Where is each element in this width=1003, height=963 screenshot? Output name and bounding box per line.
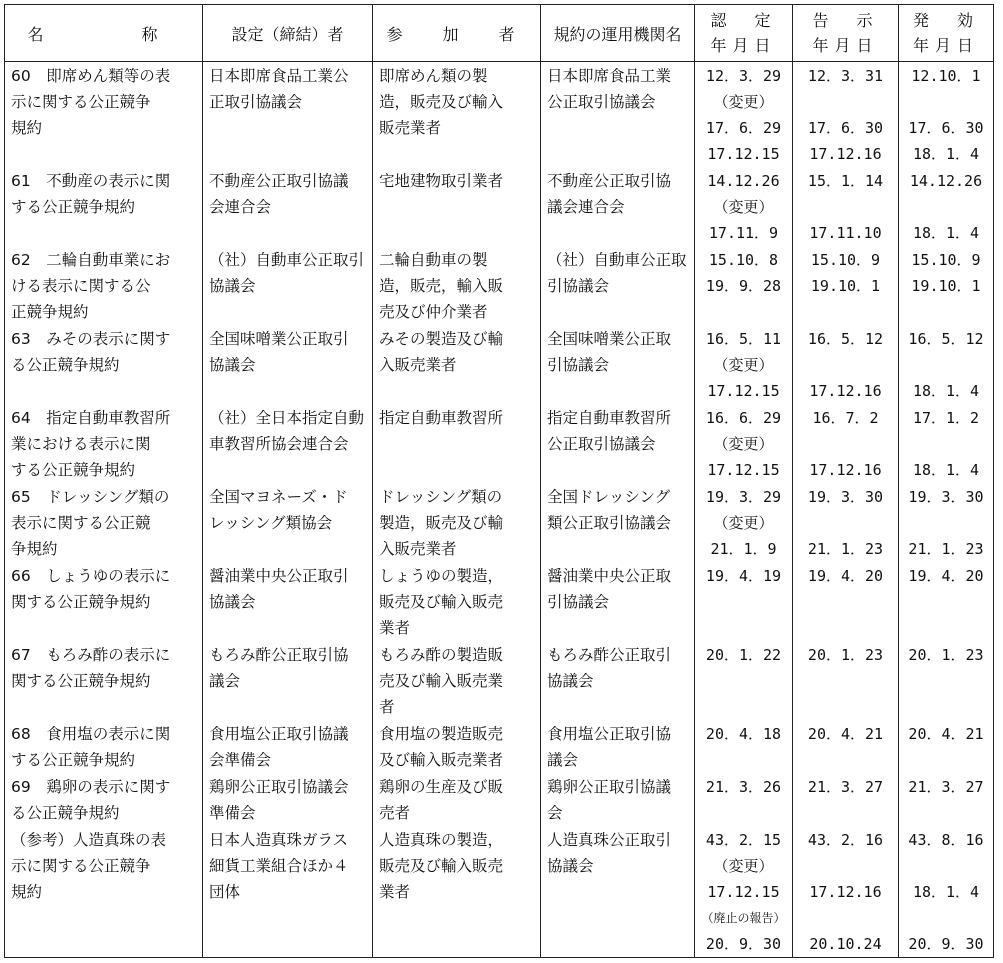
date-line: 21．3．27 [807, 778, 884, 796]
table-row [5, 562, 994, 641]
effective-date-cell [899, 325, 994, 404]
rule-name-cell-text: （参考）人造真珠の表 示に関する公正競争 規約 [11, 831, 167, 901]
date-line: （変更） [713, 514, 774, 532]
effective-date-cell [899, 167, 994, 246]
date-line: 17.12.16 [809, 461, 882, 479]
date-line: （廃止の報告） [701, 911, 786, 925]
table-body [5, 62, 994, 958]
date-line: 12.10．1 [911, 67, 981, 85]
rule-name-cell-text: 60 即席めん類等の表 示に関する公正競争 規約 [11, 67, 171, 137]
date-line: 16．7．2 [812, 409, 879, 427]
setter-cell-text: 日本即席食品工業公 正取引協議会 [209, 67, 349, 111]
rule-name-cell [5, 773, 203, 826]
operator-cell-text: 鶏卵公正取引協議 会 [547, 778, 672, 822]
rule-name-cell [5, 720, 203, 773]
rule-name-cell-text: 68 食用塩の表示に関 する公正競争規約 [11, 725, 171, 769]
date-line: 17.11．9 [708, 224, 779, 242]
operator-cell [541, 483, 695, 562]
date-line: 18．1．4 [912, 382, 980, 400]
date-line: 19．3．30 [908, 488, 984, 506]
participants-cell [373, 720, 541, 773]
setter-cell [203, 325, 373, 404]
date-line: 18．1．4 [912, 224, 980, 242]
notice-date-cell [793, 562, 899, 641]
date-line: 20.10.24 [809, 935, 882, 953]
date-line: （変更） [713, 93, 774, 111]
header-approval-date: 認 定 年月日 [695, 5, 793, 62]
participants-cell-text: しょうゆの製造， 販売及び輸入販売 業者 [379, 567, 504, 637]
participants-cell-text: 食用塩の製造販売 及び輸入販売業者 [379, 725, 504, 769]
date-line: 20．9．30 [908, 935, 984, 953]
table-row [5, 404, 994, 483]
setter-cell-text: 全国味噌業公正取引 協議会 [209, 330, 349, 374]
table-row [5, 826, 994, 958]
header-operator: 規約の運用機関名 [541, 5, 695, 62]
operator-cell-text: 全国味噌業公正取 引協議会 [547, 330, 672, 374]
approval-date-cell [695, 562, 793, 641]
operator-cell-text: 醤油業中央公正取 引協議会 [547, 567, 672, 611]
effective-date-cell [899, 720, 994, 773]
rule-name-cell [5, 562, 203, 641]
participants-cell [373, 826, 541, 958]
date-line: 17.12.15 [707, 382, 780, 400]
notice-date-cell [793, 483, 899, 562]
header-notice-date: 告 示 年月日 [793, 5, 899, 62]
date-line: 20．4．18 [705, 725, 782, 743]
operator-cell [541, 773, 695, 826]
operator-cell [541, 62, 695, 168]
approval-date-cell [695, 62, 793, 168]
date-line: 17.12.15 [707, 461, 780, 479]
setter-cell-text: 食用塩公正取引協議 会準備会 [209, 725, 349, 769]
date-line: 17.12.16 [809, 382, 882, 400]
operator-cell-text: 指定自動車教習所 公正取引協議会 [547, 409, 672, 453]
setter-cell [203, 641, 373, 720]
setter-cell [203, 246, 373, 325]
date-line [899, 352, 993, 378]
effective-date-cell [899, 641, 994, 720]
participants-cell [373, 325, 541, 404]
table-row [5, 167, 994, 246]
setter-cell-text: （社）全日本指定自動 車教習所協会連合会 [209, 409, 365, 453]
participants-cell-text: ドレッシング類の 製造，販売及び輸 入販売業者 [379, 488, 504, 558]
date-line: 20．9．30 [705, 935, 782, 953]
rule-name-cell-text: 65 ドレッシング類の 表示に関する公正競 争規約 [11, 488, 170, 558]
rule-name-cell [5, 826, 203, 958]
approval-date-cell [695, 404, 793, 483]
date-line: 14.12.26 [707, 172, 780, 190]
participants-cell-text: 指定自動車教習所 [379, 409, 504, 427]
date-line [899, 905, 993, 931]
date-line [793, 510, 898, 536]
date-line: 17.12.15 [707, 883, 780, 901]
date-line: 17．6．29 [705, 119, 782, 137]
notice-date-cell [793, 62, 899, 168]
notice-date-cell [793, 720, 899, 773]
participants-cell-text: 二輪自動車の製 造，販売，輸入販 売及び仲介業者 [379, 251, 504, 321]
date-line: 15．1．14 [807, 172, 884, 190]
notice-date-cell [793, 773, 899, 826]
date-line: 21．1．23 [807, 540, 884, 558]
approval-date-cell [695, 826, 793, 958]
operator-cell-text: 全国ドレッシング 類公正取引協議会 [547, 488, 672, 532]
operator-cell-text: 食用塩公正取引協 議会 [547, 725, 672, 769]
date-line: 18．1．4 [912, 883, 980, 901]
rule-name-cell-text: 66 しょうゆの表示に 関する公正競争規約 [11, 567, 171, 611]
table-row [5, 246, 994, 325]
date-line: 20．1．22 [705, 646, 782, 664]
participants-cell [373, 62, 541, 168]
table-row [5, 641, 994, 720]
date-line [793, 431, 898, 457]
date-line: （変更） [713, 198, 774, 216]
date-line: 16．5．12 [807, 330, 884, 348]
rule-name-cell [5, 62, 203, 168]
setter-cell [203, 773, 373, 826]
date-line: 16．5．12 [908, 330, 984, 348]
setter-cell [203, 404, 373, 483]
header-effective-date: 発 効 年月日 [899, 5, 994, 62]
table-row [5, 325, 994, 404]
setter-cell-text: 日本人造真珠ガラス 細貨工業組合ほか４ 団体 [209, 831, 349, 901]
date-line: 19．9．28 [705, 277, 782, 295]
date-line: 16．6．29 [705, 409, 782, 427]
participants-cell [373, 404, 541, 483]
date-line: 43．2．15 [705, 831, 782, 849]
date-line: 17.11.10 [809, 224, 882, 242]
header-row [5, 5, 994, 62]
effective-date-cell [899, 246, 994, 325]
setter-cell-text: （社）自動車公正取引 協議会 [209, 251, 365, 295]
date-line: 17．6．30 [908, 119, 984, 137]
approval-date-cell [695, 167, 793, 246]
notice-date-cell [793, 404, 899, 483]
date-line: 19．4．19 [705, 567, 782, 585]
setter-cell-text: 全国マヨネーズ・ド レッシング類協会 [209, 488, 348, 532]
participants-cell-text: 宅地建物取引業者 [379, 172, 504, 190]
date-line: 43．2．16 [807, 831, 884, 849]
effective-date-cell [899, 773, 994, 826]
date-line: 17．6．30 [807, 119, 884, 137]
setter-cell-text: 鶏卵公正取引協議会 準備会 [209, 778, 349, 822]
header-setter: 設定（締結）者 [203, 5, 373, 62]
operator-cell [541, 404, 695, 483]
operator-cell [541, 246, 695, 325]
date-line: 20．1．23 [908, 646, 984, 664]
operator-cell-text: 日本即席食品工業 公正取引協議会 [547, 67, 672, 111]
date-line: 15.10．8 [708, 251, 779, 269]
rule-name-cell [5, 483, 203, 562]
date-line: 19.10．1 [810, 277, 881, 295]
date-line [793, 853, 898, 879]
setter-cell [203, 562, 373, 641]
date-line: 15.10．9 [810, 251, 881, 269]
notice-date-cell [793, 167, 899, 246]
rule-name-cell [5, 167, 203, 246]
date-line [793, 89, 898, 115]
approval-date-cell [695, 773, 793, 826]
rule-name-cell [5, 246, 203, 325]
operator-cell [541, 325, 695, 404]
setter-cell-text: もろみ酢公正取引協 議会 [209, 646, 349, 690]
table-row [5, 720, 994, 773]
participants-cell-text: 鶏卵の生産及び販 売者 [379, 778, 504, 822]
notice-date-cell [793, 246, 899, 325]
notice-date-cell [793, 641, 899, 720]
operator-cell-text: （社）自動車公正取 引協議会 [547, 251, 687, 295]
date-line: 14.12.26 [909, 172, 983, 190]
rule-name-cell-text: 67 もろみ酢の表示に 関する公正競争規約 [11, 646, 171, 690]
setter-cell-text: 不動産公正取引協議 会連合会 [209, 172, 349, 216]
setter-cell [203, 826, 373, 958]
rule-name-cell-text: 64 指定自動車教習所 業における表示に関 する公正競争規約 [11, 409, 171, 479]
date-line: 43．8．16 [908, 831, 984, 849]
header-name: 名 称 [5, 5, 203, 62]
date-line: 19.10．1 [911, 277, 981, 295]
date-line: 17.12.16 [809, 883, 882, 901]
date-line [793, 905, 898, 931]
date-line: 17．1．2 [912, 409, 980, 427]
setter-cell [203, 483, 373, 562]
date-line [899, 89, 993, 115]
rule-name-cell [5, 404, 203, 483]
rule-name-cell [5, 325, 203, 404]
date-line: 21．3．26 [705, 778, 782, 796]
date-line: 15.10．9 [911, 251, 981, 269]
date-line: 21．1．23 [908, 540, 984, 558]
effective-date-cell [899, 826, 994, 958]
participants-cell-text: みその製造及び輸 入販売業者 [379, 330, 504, 374]
participants-cell-text: 人造真珠の製造， 販売及び輸入販売 業者 [379, 831, 504, 901]
participants-cell [373, 483, 541, 562]
participants-cell [373, 562, 541, 641]
date-line [793, 352, 898, 378]
date-line: 18．1．4 [912, 461, 980, 479]
operator-cell [541, 167, 695, 246]
approval-date-cell [695, 641, 793, 720]
date-line: 12．3．31 [807, 67, 884, 85]
approval-date-cell [695, 325, 793, 404]
setter-cell-text: 醤油業中央公正取引 協議会 [209, 567, 349, 611]
rule-name-cell-text: 63 みその表示に関す る公正競争規約 [11, 330, 171, 374]
date-line: （変更） [713, 435, 774, 453]
date-line: （変更） [713, 356, 774, 374]
date-line: 17.12.16 [809, 145, 882, 163]
approval-date-cell [695, 720, 793, 773]
effective-date-cell [899, 483, 994, 562]
operator-cell [541, 641, 695, 720]
rule-name-cell [5, 641, 203, 720]
date-line: 17.12.15 [707, 145, 780, 163]
setter-cell [203, 720, 373, 773]
table-row [5, 483, 994, 562]
date-line: 19．3．29 [705, 488, 782, 506]
date-line [899, 510, 993, 536]
approval-date-cell [695, 483, 793, 562]
notice-date-cell [793, 826, 899, 958]
participants-cell [373, 246, 541, 325]
date-line: 19．4．20 [807, 567, 884, 585]
participants-cell-text: 即席めん類の製 造，販売及び輸入 販売業者 [379, 67, 504, 137]
participants-cell-text: もろみ酢の製造販 売及び輸入販売業 者 [379, 646, 504, 716]
participants-cell [373, 167, 541, 246]
date-line: 20．1．23 [807, 646, 884, 664]
participants-cell [373, 641, 541, 720]
table-row [5, 62, 994, 168]
date-line: 21．1．9 [710, 540, 777, 558]
fair-competition-rules-table [4, 4, 994, 958]
rule-name-cell-text: 61 不動産の表示に関 する公正競争規約 [11, 172, 171, 216]
setter-cell [203, 62, 373, 168]
effective-date-cell [899, 404, 994, 483]
date-line: 21．3．27 [908, 778, 984, 796]
date-line [793, 194, 898, 220]
notice-date-cell [793, 325, 899, 404]
operator-cell-text: もろみ酢公正取引 協議会 [547, 646, 672, 690]
date-line: 16．5．11 [705, 330, 782, 348]
date-line: （変更） [713, 857, 774, 875]
header-participants: 参 加 者 [373, 5, 541, 62]
operator-cell-text: 人造真珠公正取引 協議会 [547, 831, 672, 875]
effective-date-cell [899, 562, 994, 641]
date-line [899, 853, 993, 879]
date-line: 20．4．21 [908, 725, 984, 743]
date-line [899, 431, 993, 457]
effective-date-cell [899, 62, 994, 168]
operator-cell-text: 不動産公正取引協 議会連合会 [547, 172, 672, 216]
date-line: 12．3．29 [705, 67, 782, 85]
table-row [5, 773, 994, 826]
rule-name-cell-text: 62 二輪自動車業にお ける表示に関する公 正競争規約 [11, 251, 171, 321]
date-line [899, 194, 993, 220]
setter-cell [203, 167, 373, 246]
operator-cell [541, 562, 695, 641]
date-line: 20．4．21 [807, 725, 884, 743]
operator-cell [541, 720, 695, 773]
approval-date-cell [695, 246, 793, 325]
operator-cell [541, 826, 695, 958]
participants-cell [373, 773, 541, 826]
date-line: 19．4．20 [908, 567, 984, 585]
rule-name-cell-text: 69 鶏卵の表示に関す る公正競争規約 [11, 778, 171, 822]
date-line: 18．1．4 [912, 145, 980, 163]
date-line: 19．3．30 [807, 488, 884, 506]
